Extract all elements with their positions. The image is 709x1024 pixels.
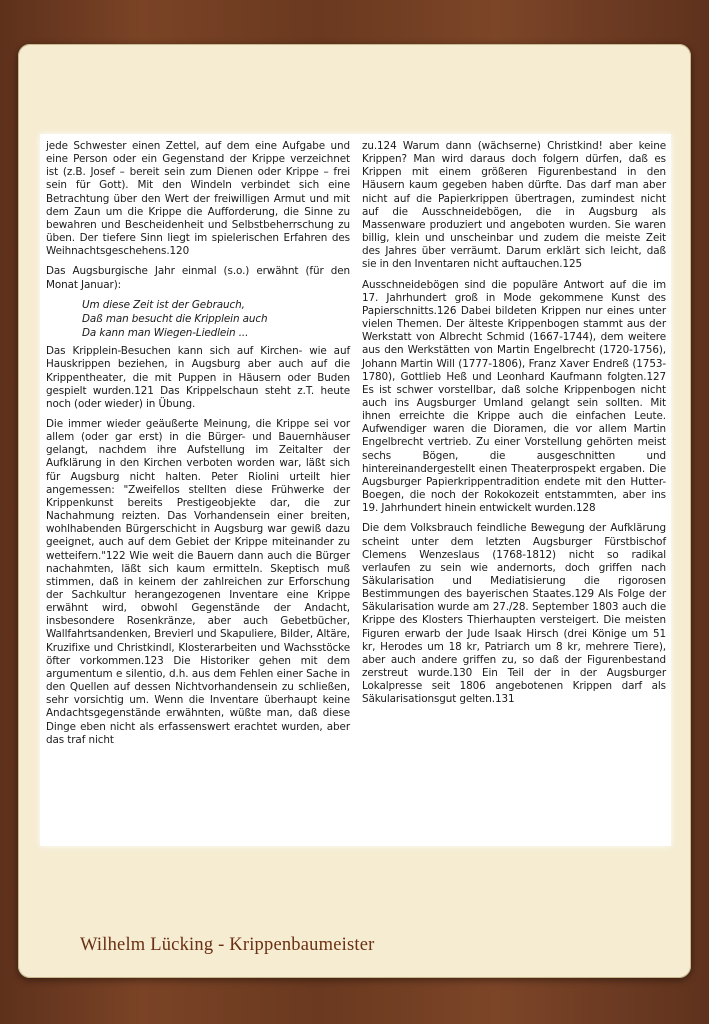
- left-column: [46, 140, 350, 754]
- scanned-page: [40, 134, 671, 846]
- right-column: [362, 140, 666, 714]
- paragraph: jede Schwester einen Zettel, auf dem eine Aufgabe und eine Person oder ein Gegenstand der Krippe verzeichnet ist (z.B. Josef – bereit sein zum Dienen oder Krippe – frei sein für Gott). Mit den Windeln verbindet sich eine Betrachtung über den Wert der freiwilligen Armut und mit dem Zaun um die Krippe die Aufforderung, die Sinne zu bewahren und Bescheidenheit und Selbstbeherrschung zu üben. Der tiefere Sinn liegt im spielerischen Erfahren des Weihnachtsgeschehens.120: [46, 140, 350, 258]
- book-page-frame: [18, 44, 691, 978]
- verse-line: Um diese Zeit ist der Gebrauch,: [82, 298, 245, 311]
- verse-line: Daß man besucht die Kripplein auch: [82, 312, 268, 325]
- footer-caption: Wilhelm Lücking - Krippenbaumeister: [80, 935, 375, 955]
- paragraph: Die dem Volksbrauch feindliche Bewegung der Aufklärung scheint unter dem letzten Augsburger Fürstbischof Clemens Wenzeslaus (1768-1812) nicht so radikal verlaufen zu sein wie andernorts, doch griffen nach Säkularisation und Mediatisierung die rigorosen Bestimmungen des bayerischen Staates.129 Als Folge der Säkularisation wurde am 27./28. September 1803 auch die Krippe des Klosters Thierhaupten versteigert. Die meisten Figuren erwarb der Jude Isaak Hirsch (drei Könige um 51 kr, Herodes um 18 kr, Patriarch um 8 kr, mehrere Tiere), aber auch andere griffen zu, so daß der Figurenbestand zerstreut wurde.130 Ein Teil der in der Augsburger Lokalpresse seit 1806 angebotenen Krippen darf als Säkularisationsgut gelten.131: [362, 522, 666, 706]
- paragraph: zu.124 Warum dann (wächserne) Christkind! aber keine Krippen? Man wird daraus doch folgern dürfen, daß es Krippen mit einem größeren Figurenbestand in den Häusern kaum gegeben haben dürfte. Das darf man aber nicht auf die Papierkrippen übertragen, zumindest nicht auf die Ausschneidebögen, die in Augsburg als Massenware produziert und angeboten wurden. Sie waren billig, klein und unscheinbar und zudem die meiste Zeit des Jahres über verräumt. Darum erklärt sich leicht, daß sie in den Inventaren nicht auftauchen.125: [362, 140, 666, 271]
- paragraph: Das Augsburgische Jahr einmal (s.o.) erwähnt (für den Monat Januar):: [46, 265, 350, 291]
- paragraph: Die immer wieder geäußerte Meinung, die Krippe sei vor allem (oder gar erst) in die Bürger- und Bauernhäuser gelangt, nachdem ihre Aufstellung im Zeitalter der Aufklärung in den Kirchen verboten worden war, läßt sich für Augsburg nicht halten. Peter Riolini urteilt hier angemessen: "Zweifellos stellten diese Frühwerke der Krippenkunst bereits Prestigeobjekte dar, die zur Nachahmung reizten. Das Vorhandensein einer breiten, wohlhabenden Bürgerschicht in Augsburg war gewiß dazu geeignet, auch auf dem Gebiet der Krippe miteinander zu wetteifern."122 Wie weit die Bauern dann auch die Bürger nachahmten, läßt sich kaum ermitteln. Skeptisch muß stimmen, daß in keinem der zahlreichen zur Erforschung der Sachkultur herangezogenen Inventare eine Krippe erwähnt wird, obwohl Gegenstände der Andacht, insbesondere Rosenkränze, aber auch Gebetbücher, Wallfahrtsandenken, Brevierl und Skapuliere, Bilder, Altäre, Kruzifixe und Christkindl, Klosterarbeiten und Wachsstöcke öfter vorkommen.123 Die Historiker gehen mit dem argumentum e silentio, d.h. aus dem Fehlen einer Sache in den Quellen auf dessen Nichtvorhandensein zu schließen, sehr vorsichtig um. Wenn die Inventare überhaupt keine Andachtsgegenstände erwähnten, wüßte man, daß diese Dinge eben nicht als erfassenswert erachtet wurden, aber das traf nicht: [46, 417, 350, 746]
- verse-line: Da kann man Wiegen-Liedlein ...: [82, 327, 249, 340]
- paragraph: Das Kripplein-Besuchen kann sich auf Kirchen- wie auf Hauskrippen beziehen, in Augsburg aber auch auf die Krippentheater, die mit Puppen in Häusern oder Buden gespielt wurden.121 Das Krippelschaun steht z.T. heute noch (oder wieder) in Übung.: [46, 345, 350, 410]
- paragraph: Ausschneidebögen sind die populäre Antwort auf die im 17. Jahrhundert groß in Mode gekommene Kunst des Papierschnitts.126 Dabei bildeten Krippen nur eines unter vielen Themen. Der älteste Krippenbogen stammt aus der Werkstatt von Albrecht Schmid (1667-1744), dem weitere aus den Werkstätten von Martin Engelbrecht (1720-1756), Johann Martin Will (1777-1806), Franz Xaver Endreß (1753-1780), Gottlieb Heß und Leonhard Kaufmann folgten.127 Es ist schwer vorstellbar, daß solche Krippenbogen nicht auch ins Augsburger Umland gelangt sein sollten. Mit ihnen erreichte die Krippe auch die einfachen Leute. Aufwendiger waren die Dioramen, die vor allem Martin Engelbrecht vertrieb. Zu einer Vorstellung gehörten meist sechs Bögen, die ausgeschnitten und hintereinandergestellt einen Theaterprospekt ergaben. Die Augsburger Papierkrippentradition endete mit den Hutter-Boegen, die noch der Rokokozeit entstammten, aber ins 19. Jahrhundert hinein entwickelt wurden.128: [362, 278, 666, 515]
